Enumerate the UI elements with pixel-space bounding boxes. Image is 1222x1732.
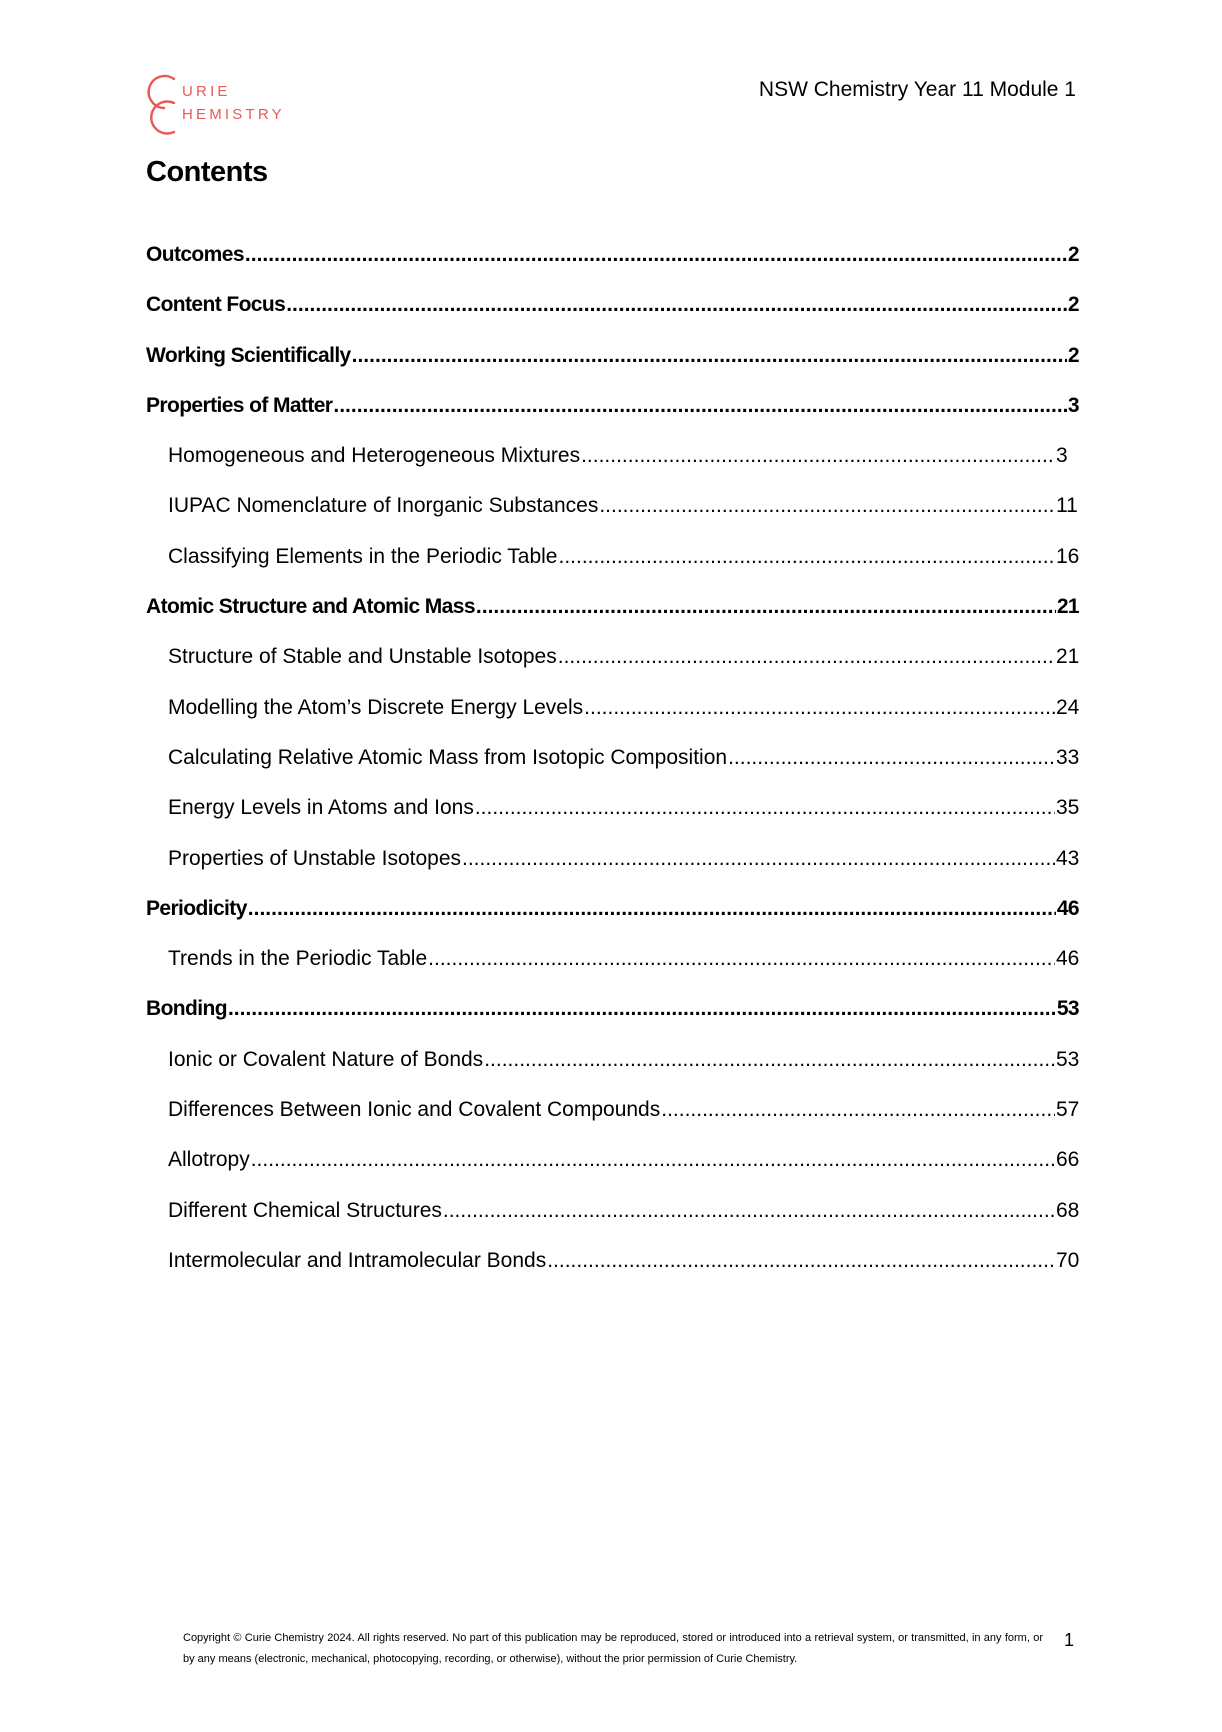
toc-entry-page: 35 bbox=[1056, 796, 1080, 820]
toc-entry-label: Working Scientifically bbox=[146, 343, 351, 367]
toc-dot-leader bbox=[558, 540, 1055, 574]
toc-entry-page: 70 bbox=[1056, 1248, 1080, 1272]
toc-entry[interactable] bbox=[146, 590, 1079, 640]
toc-dot-leader bbox=[581, 439, 1055, 473]
toc-entry-page: 3 bbox=[1056, 444, 1068, 468]
toc-dot-leader bbox=[728, 741, 1055, 775]
toc-entry-page: 21 bbox=[1056, 595, 1079, 619]
toc-entry-label: IUPAC Nomenclature of Inorganic Substances bbox=[168, 494, 599, 518]
toc-entry[interactable] bbox=[146, 1043, 1079, 1093]
toc-entry-label: Trends in the Periodic Table bbox=[168, 947, 428, 971]
toc-entry-label: Modelling the Atom’s Discrete Energy Levels bbox=[168, 695, 584, 719]
toc-entry-page: 33 bbox=[1056, 745, 1080, 769]
toc-entry-page: 16 bbox=[1056, 544, 1080, 568]
copyright-notice: Copyright © Curie Chemistry 2024. All rights reserved. No part of this publication may be reproduced, stored or introduced into a retrieval system, or transmitted, in any form, or by any means (electronic, mechanical, photocopying, recording, or otherwise), without the prior permission of Curie Chemistry. bbox=[183, 1632, 1043, 1665]
logo-double-c-icon bbox=[144, 70, 184, 136]
toc-entry-label: Atomic Structure and Atomic Mass bbox=[146, 595, 475, 619]
toc-entry[interactable] bbox=[146, 288, 1079, 338]
toc-entry-label: Calculating Relative Atomic Mass from Isotopic Composition bbox=[168, 745, 728, 769]
toc-entry-label: Content Focus bbox=[146, 293, 286, 317]
toc-entry-page: 2 bbox=[1067, 293, 1079, 317]
toc-entry-label: Structure of Stable and Unstable Isotopes bbox=[168, 645, 557, 669]
toc-entry-page: 2 bbox=[1067, 243, 1079, 266]
toc-entry-label: Bonding bbox=[146, 997, 227, 1021]
toc-entry[interactable] bbox=[146, 389, 1079, 439]
toc-entry-page: 53 bbox=[1056, 1047, 1080, 1071]
toc-entry[interactable] bbox=[146, 691, 1079, 741]
toc-entry-page: 68 bbox=[1056, 1198, 1080, 1222]
toc-entry-label: Properties of Unstable Isotopes bbox=[168, 846, 461, 870]
toc-dot-leader bbox=[476, 590, 1056, 624]
toc-dot-leader bbox=[547, 1244, 1055, 1278]
toc-entry-page: 46 bbox=[1056, 896, 1079, 920]
toc-entry-label: Periodicity bbox=[146, 896, 247, 920]
document-header: NSW Chemistry Year 11 Module 1 bbox=[758, 78, 1076, 101]
toc-entry[interactable] bbox=[146, 741, 1079, 791]
page-title: Contents bbox=[146, 156, 268, 188]
toc-entry[interactable] bbox=[146, 439, 1079, 489]
toc-entry[interactable] bbox=[146, 892, 1079, 942]
toc-entry-label: Intermolecular and Intramolecular Bonds bbox=[168, 1248, 547, 1272]
toc-entry[interactable] bbox=[146, 1093, 1079, 1143]
toc-entry-page: 57 bbox=[1056, 1098, 1080, 1122]
toc-entry-page: 24 bbox=[1056, 695, 1080, 719]
toc-entry-page: 43 bbox=[1056, 846, 1080, 870]
toc-entry-page: 46 bbox=[1056, 947, 1080, 971]
toc-dot-leader bbox=[584, 691, 1055, 725]
toc-entry-label: Outcomes bbox=[146, 243, 244, 266]
toc-entry-page: 66 bbox=[1056, 1148, 1080, 1172]
toc-entry[interactable] bbox=[146, 1194, 1079, 1244]
toc-entry-page: 53 bbox=[1056, 997, 1079, 1021]
toc-entry-label: Different Chemical Structures bbox=[168, 1198, 442, 1222]
toc-entry-label: Classifying Elements in the Periodic Table bbox=[168, 544, 558, 568]
toc-dot-leader bbox=[248, 892, 1056, 926]
toc-entry-label: Ionic or Covalent Nature of Bonds bbox=[168, 1047, 484, 1071]
toc-entry[interactable] bbox=[146, 640, 1079, 690]
toc-dot-leader bbox=[251, 1143, 1055, 1177]
toc-entry-page: 21 bbox=[1056, 645, 1080, 669]
toc-entry-label: Homogeneous and Heterogeneous Mixtures bbox=[168, 444, 581, 468]
toc-entry-label: Properties of Matter bbox=[146, 393, 333, 417]
toc-entry[interactable] bbox=[146, 1244, 1079, 1294]
logo-text-curie: URIE bbox=[182, 83, 231, 100]
toc-dot-leader bbox=[352, 339, 1067, 373]
toc-entry-page: 3 bbox=[1067, 393, 1079, 417]
toc-entry[interactable] bbox=[146, 238, 1079, 288]
toc-entry-label: Energy Levels in Atoms and Ions bbox=[168, 796, 474, 820]
toc-dot-leader bbox=[286, 288, 1067, 322]
toc-entry[interactable] bbox=[146, 942, 1079, 992]
toc-entry-page: 11 bbox=[1056, 494, 1078, 518]
toc-dot-leader bbox=[661, 1093, 1055, 1127]
toc-dot-leader bbox=[462, 842, 1055, 876]
toc-dot-leader bbox=[484, 1043, 1055, 1077]
logo-text-chemistry: HEMISTRY bbox=[182, 106, 285, 123]
toc-entry[interactable] bbox=[146, 842, 1079, 892]
toc-dot-leader bbox=[443, 1194, 1055, 1228]
curie-chemistry-logo bbox=[144, 70, 294, 136]
toc-dot-leader bbox=[245, 238, 1067, 272]
toc-entry-label: Allotropy bbox=[168, 1148, 250, 1172]
toc-dot-leader bbox=[228, 992, 1056, 1026]
toc-dot-leader bbox=[599, 489, 1055, 523]
toc-entry-label: Differences Between Ionic and Covalent Compounds bbox=[168, 1098, 661, 1122]
toc-entry[interactable] bbox=[146, 489, 1079, 539]
toc-dot-leader bbox=[475, 791, 1055, 825]
table-of-contents bbox=[146, 238, 1079, 1294]
toc-entry[interactable] bbox=[146, 992, 1079, 1042]
toc-entry-page: 2 bbox=[1067, 343, 1079, 367]
toc-entry[interactable] bbox=[146, 791, 1079, 841]
toc-dot-leader bbox=[558, 640, 1055, 674]
toc-dot-leader bbox=[333, 389, 1067, 423]
toc-dot-leader bbox=[428, 942, 1055, 976]
toc-entry[interactable] bbox=[146, 339, 1079, 389]
page-number: 1 bbox=[1063, 1630, 1074, 1650]
toc-entry[interactable] bbox=[146, 1143, 1079, 1193]
toc-entry[interactable] bbox=[146, 540, 1079, 590]
